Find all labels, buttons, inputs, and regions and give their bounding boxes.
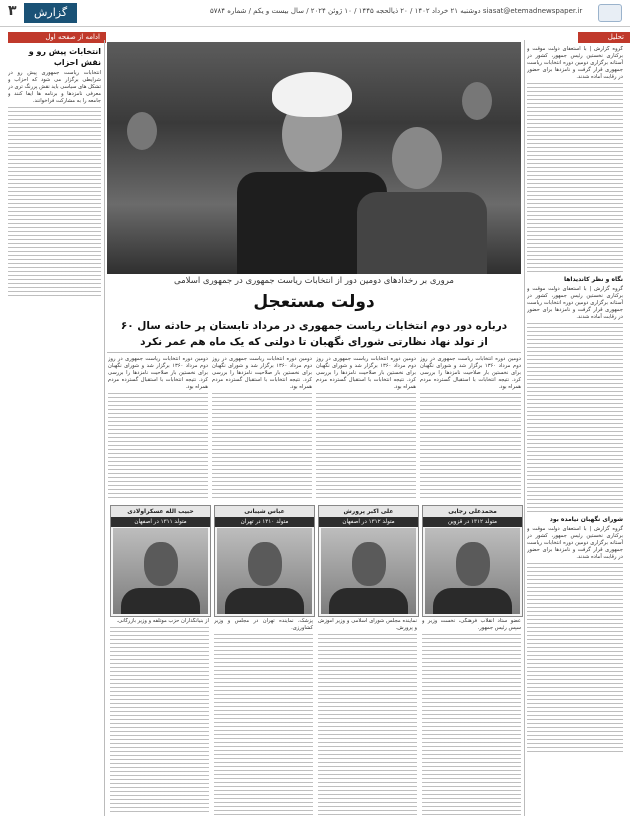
- candidate-photo: [113, 528, 208, 614]
- candidate-note: نماینده مجلس شورای اسلامی و وزیر آموزش و پرورش.: [318, 618, 417, 816]
- candidate-face: [144, 542, 178, 586]
- candidate-card-3: [214, 505, 315, 617]
- candidate-shoulders: [225, 588, 304, 614]
- candidate-face: [248, 542, 282, 586]
- candidate-shoulders: [433, 588, 512, 614]
- candidate-face: [352, 542, 386, 586]
- hero-photo: [107, 42, 521, 274]
- candidate-face: [456, 542, 490, 586]
- continued-ribbon: ادامه از صفحه اول: [8, 32, 106, 43]
- hero-figure-2-body: [357, 192, 487, 274]
- candidate-notes-1: [422, 618, 521, 816]
- section-label: گزارش: [24, 3, 77, 23]
- candidate-note: پزشک، نماینده تهران در مجلس و وزیر کشاورزی.: [214, 618, 313, 816]
- candidate-name: حبیب الله عسکراولادی: [111, 506, 210, 517]
- body-column-3: [212, 356, 312, 501]
- right-column: [527, 46, 623, 816]
- candidate-birth: متولد ۱۳۱۰ در تهران: [215, 517, 314, 527]
- hero-caption: مروری بر رخدادهای دومین دور از انتخابات ریاست جمهوری در جمهوری اسلامی: [174, 276, 454, 286]
- analysis-ribbon: تحلیل: [578, 32, 630, 43]
- candidate-name: عباس شیبانی: [215, 506, 314, 517]
- candidate-note: از بنیانگذاران حزب موتلفه و وزیر بازرگانی.: [110, 618, 209, 812]
- column-rule-right: [524, 40, 525, 816]
- article-title: دولت مستعجل: [253, 292, 375, 312]
- body-column-3-text: دومین دوره انتخابات ریاست جمهوری در روز دوم مرداد ۱۳۶۰ برگزار شد و شورای نگهبان برای نخستین بار صلاحیت نامزدها را بررسی کرد. نتیجه انتخابات با استقبال گسترده مردم همراه بود.: [212, 356, 312, 501]
- candidate-birth: متولد ۱۳۱۲ در اصفهان: [319, 517, 418, 527]
- column-rule-left: [104, 40, 105, 816]
- right-column-subhead-2: شورای نگهبان نیامده بود: [549, 516, 623, 523]
- hero-figure-turban: [272, 72, 352, 117]
- body-column-1: [420, 356, 521, 501]
- candidate-name: علی اکبر پرورش: [319, 506, 418, 517]
- article-lead-2: از تولد نهاد نظارتی شورای نگهبان تا دولتی که یک ماه هم عمر نکرد: [140, 336, 488, 348]
- publication-line: siasat@etemadnewspaper.ir دوشنبه ۲۱ خرداد ۱۴۰۲ / ۲۰ ذیالحجه ۱۴۴۵ / ۱۰ ژوئن ۲۰۲۴ / سال بیست و یکم / شماره ۵۷۸۴: [210, 7, 583, 15]
- candidate-birth: متولد ۱۳۱۱ در اصفهان: [111, 517, 210, 527]
- candidate-note: عضو ستاد انقلاب فرهنگی، نخست وزیر و سپس رئیس جمهور.: [422, 618, 521, 816]
- lead-divider: [107, 352, 521, 353]
- left-column: [8, 46, 101, 816]
- hero-background-face-2: [462, 82, 492, 120]
- candidate-notes-3: [214, 618, 313, 816]
- candidate-card-2: [318, 505, 419, 617]
- hero-background-face: [127, 112, 157, 150]
- article-lead-1: درباره دور دوم انتخابات ریاست جمهوری در مرداد تابستان پر حادثه سال ۶۰: [120, 320, 508, 332]
- candidate-card-1: [422, 505, 523, 617]
- candidate-notes-2: [318, 618, 417, 816]
- right-column-text-2: گروه گزارش | با استعفای دولت موقت و برکناری نخستین رئیس جمهور، کشور در آستانه برگزاری دومین دوره انتخابات ریاست جمهوری قرار گرفت و نامزدها برای حضور در رقابت آماده شدند.: [527, 286, 623, 513]
- page-header: [0, 0, 630, 27]
- candidate-shoulders: [329, 588, 408, 614]
- right-column-text: گروه گزارش | با استعفای دولت موقت و برکناری نخستین رئیس جمهور، کشور در آستانه برگزاری دومین دوره انتخابات ریاست جمهوری قرار گرفت و نامزدها برای حضور در رقابت آماده شدند.: [527, 46, 623, 273]
- candidate-photo: [321, 528, 416, 614]
- right-column-text-3: گروه گزارش | با استعفای دولت موقت و برکناری نخستین رئیس جمهور، کشور در آستانه برگزاری دومین دوره انتخابات ریاست جمهوری قرار گرفت و نامزدها برای حضور در رقابت آماده شدند.: [527, 526, 623, 753]
- candidate-photo: [217, 528, 312, 614]
- body-column-2: [316, 356, 416, 501]
- body-column-2-text: دومین دوره انتخابات ریاست جمهوری در روز دوم مرداد ۱۳۶۰ برگزار شد و شورای نگهبان برای نخستین بار صلاحیت نامزدها را بررسی کرد. نتیجه انتخابات با استقبال گسترده مردم همراه بود.: [316, 356, 416, 501]
- candidate-card-4: [110, 505, 211, 617]
- candidate-notes-4: [110, 618, 209, 816]
- page-number: ۳: [8, 3, 17, 19]
- newspaper-logo-icon: [598, 4, 622, 22]
- candidate-photo: [425, 528, 520, 614]
- candidate-birth: متولد ۱۳۱۲ در قزوین: [423, 517, 522, 527]
- right-column-subhead-1: نگاه و نظر کاندیداها: [563, 276, 623, 283]
- body-column-4-text: دومین دوره انتخابات ریاست جمهوری در روز دوم مرداد ۱۳۶۰ برگزار شد و شورای نگهبان برای نخستین بار صلاحیت نامزدها را بررسی کرد. نتیجه انتخابات با استقبال گسترده مردم همراه بود.: [108, 356, 208, 501]
- candidate-name: محمدعلی رجایی: [423, 506, 522, 517]
- body-column-1-text: دومین دوره انتخابات ریاست جمهوری در روز دوم مرداد ۱۳۶۰ برگزار شد و شورای نگهبان برای نخستین بار صلاحیت نامزدها را بررسی کرد. نتیجه انتخابات با استقبال گسترده مردم همراه بود.: [420, 356, 521, 501]
- body-column-4: [108, 356, 208, 501]
- candidate-shoulders: [121, 588, 200, 614]
- left-column-text: انتخابات ریاست جمهوری پیش رو در شرایطی برگزار می شود که احزاب و تشکل های سیاسی باید نقش پررنگ تری در معرفی نامزدها و برنامه ها ایفا کنند و جامعه را به مشارکت فراخوانند.: [8, 70, 101, 297]
- hero-figure-2-face: [392, 127, 442, 189]
- left-column-headline: انتخابات پیش رو و نقش احزاب: [28, 47, 101, 67]
